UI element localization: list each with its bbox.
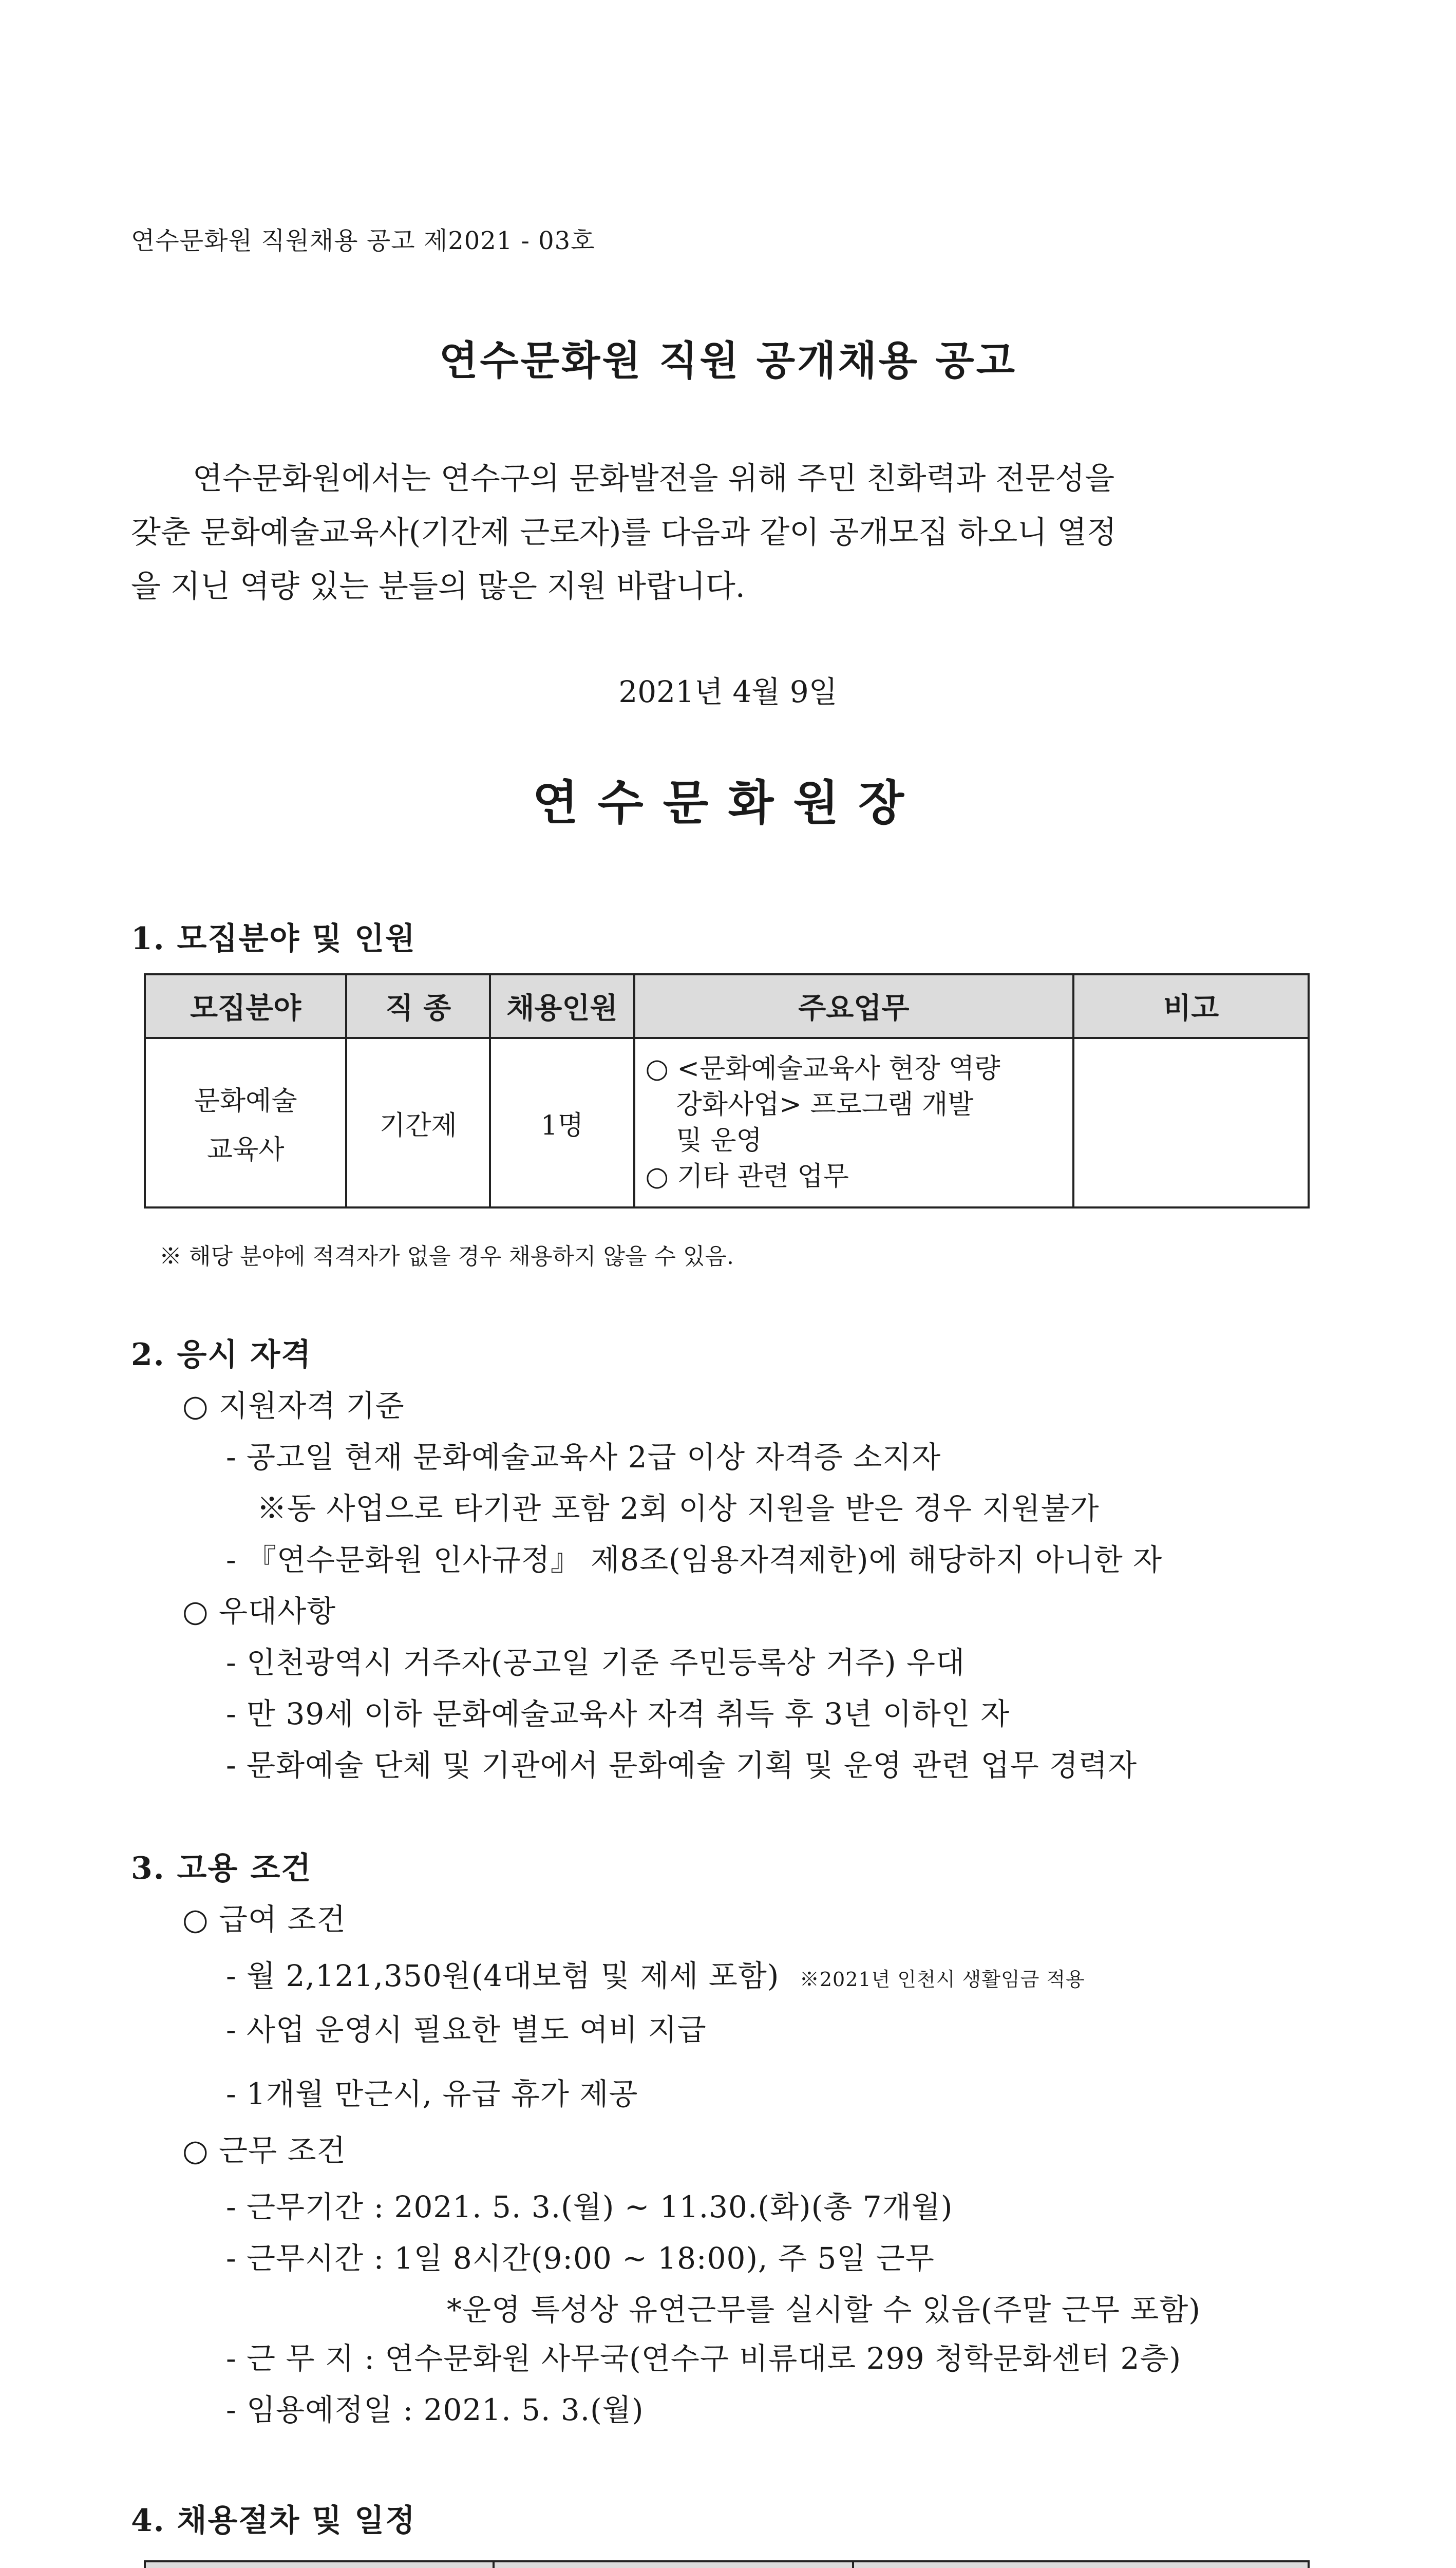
field-line-2: 교육사 bbox=[206, 1135, 285, 1165]
qualification-line: - 공고일 현재 문화예술교육사 2급 이상 자격증 소지자 bbox=[226, 1440, 941, 1475]
table-header-row bbox=[145, 974, 1309, 1038]
pay-heading: ○ 급여 조건 bbox=[182, 1902, 346, 1937]
cell-type: 기간제 bbox=[346, 1038, 490, 1207]
notice-date: 2021년 4월 9일 bbox=[618, 674, 838, 709]
field-line-1: 문화예술 bbox=[194, 1086, 297, 1117]
cell-duty bbox=[634, 1038, 1074, 1207]
section-1-heading: 1. 모집분야 및 인원 bbox=[131, 921, 417, 957]
preference-line: - 문화예술 단체 및 기관에서 문화예술 기획 및 운영 관련 업무 경력자 bbox=[226, 1748, 1138, 1783]
col-header-field: 모집분야 bbox=[145, 974, 346, 1038]
work-line: - 임용예정일 : 2021. 5. 3.(월) bbox=[226, 2392, 644, 2427]
schedule-table bbox=[144, 2560, 1310, 2568]
duty-line-1: ○ <문화예술교육사 현장 역량 bbox=[645, 1053, 1000, 1084]
work-line: - 근무시간 : 1일 8시간(9:00 ~ 18:00), 주 5일 근무 bbox=[226, 2241, 935, 2276]
qualification-criteria: ○ 지원자격 기준 bbox=[182, 1388, 405, 1423]
intro-line-3: 을 지닌 역량 있는 분들의 많은 지원 바랍니다. bbox=[131, 569, 745, 605]
intro-line-1: 연수문화원에서는 연수구의 문화발전을 위해 주민 친화력과 전문성을 bbox=[193, 461, 1115, 497]
col-header-duty: 주요업무 bbox=[634, 974, 1074, 1038]
col-header-type: 직 종 bbox=[346, 974, 490, 1038]
preference-line: - 만 39세 이하 문화예술교육사 자격 취득 후 3년 이하인 자 bbox=[226, 1696, 1010, 1731]
duty-line-3: 및 운영 bbox=[676, 1125, 762, 1156]
duty-line-2: 강화사업> 프로그램 개발 bbox=[676, 1089, 974, 1120]
cell-field bbox=[145, 1038, 346, 1207]
col-header-note bbox=[853, 2561, 1309, 2568]
section-2-heading: 2. 응시 자격 bbox=[131, 1337, 312, 1373]
section-1-footnote: ※ 해당 분야에 적격자가 없을 경우 채용하지 않을 수 있음. bbox=[159, 1243, 734, 1270]
pay-note: ※2021년 인천시 생활임금 적용 bbox=[799, 1968, 1085, 1991]
col-header-count: 채용인원 bbox=[490, 974, 634, 1038]
issuer-name: 연수문화원장 bbox=[532, 775, 924, 830]
duty-line-4: ○ 기타 관련 업무 bbox=[645, 1161, 849, 1192]
work-line: - 근무기간 : 2021. 5. 3.(월) ~ 11.30.(화)(총 7개월) bbox=[226, 2189, 953, 2224]
pay-line: - 사업 운영시 필요한 별도 여비 지급 bbox=[226, 2012, 707, 2047]
pay-line: - 1개월 만근시, 유급 휴가 제공 bbox=[226, 2076, 638, 2111]
col-header-stage bbox=[145, 2561, 494, 2568]
col-header-note: 비고 bbox=[1073, 974, 1309, 1038]
work-heading: ○ 근무 조건 bbox=[182, 2133, 346, 2168]
qualification-line: - 『연수문화원 인사규정』 제8조(임용자격제한)에 해당하지 아니한 자 bbox=[226, 1542, 1163, 1577]
preference-line: - 인천광역시 거주자(공고일 기준 주민등록상 거주) 우대 bbox=[226, 1645, 966, 1680]
table-row bbox=[145, 1038, 1309, 1207]
intro-line-2: 갖춘 문화예술교육사(기간제 근로자)를 다음과 같이 공개모집 하오니 열정 bbox=[131, 515, 1117, 551]
qualification-line: ※동 사업으로 타기관 포함 2회 이상 지원을 받은 경우 지원불가 bbox=[257, 1491, 1100, 1526]
col-header-date bbox=[494, 2561, 854, 2568]
preference-heading: ○ 우대사항 bbox=[182, 1594, 336, 1629]
intro-paragraph bbox=[131, 452, 1328, 614]
work-line: - 근 무 지 : 연수문화원 사무국(연수구 비류대로 299 청학문화센터 2층) bbox=[226, 2341, 1182, 2376]
section-4-heading: 4. 채용절차 및 일정 bbox=[131, 2503, 417, 2539]
notice-number: 연수문화원 직원채용 공고 제2021 - 03호 bbox=[131, 226, 595, 255]
work-line: *운영 특성상 유연근무를 실시할 수 있음(주말 근무 포함) bbox=[447, 2292, 1201, 2327]
notice-title: 연수문화원 직원 공개채용 공고 bbox=[439, 337, 1017, 384]
table-header-row bbox=[145, 2561, 1309, 2568]
cell-note bbox=[1073, 1038, 1309, 1207]
pay-amount: - 월 2,121,350원(4대보험 및 제세 포함) bbox=[226, 1958, 780, 1993]
recruitment-table bbox=[144, 973, 1310, 1209]
section-3-heading: 3. 고용 조건 bbox=[131, 1851, 312, 1886]
cell-count: 1명 bbox=[490, 1038, 634, 1207]
pay-line bbox=[226, 1952, 1085, 1995]
